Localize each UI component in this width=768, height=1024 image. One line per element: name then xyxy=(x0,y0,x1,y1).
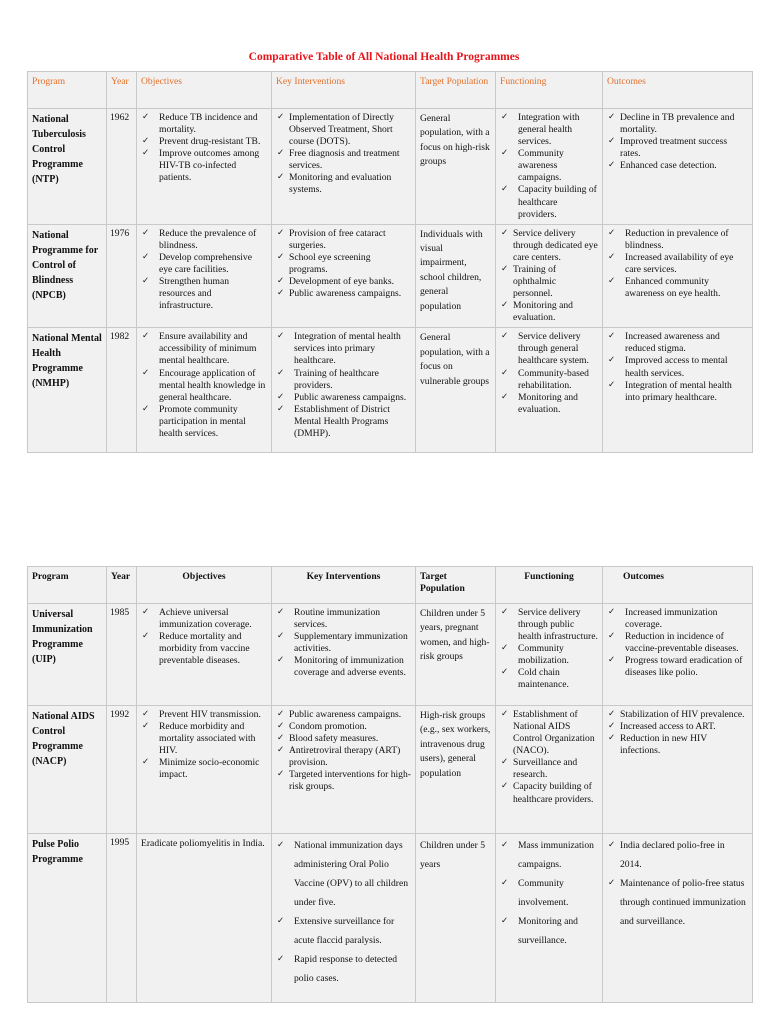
list-item: ✓ Strengthen human resources and infrastructure. xyxy=(141,276,267,312)
list-item: ✓ Establishment of National AIDS Control Organization (NACO). xyxy=(500,709,598,757)
target-population: General population, with a focus on high-risk groups xyxy=(416,109,496,225)
list-item: ✓ Community awareness campaigns. xyxy=(500,148,598,184)
table-row xyxy=(28,706,753,834)
table-header-row xyxy=(28,72,753,109)
program-name: National Mental Health Programme (NMHP) xyxy=(28,328,107,453)
list-item: ✓ Monitoring and evaluation systems. xyxy=(276,172,411,196)
header-program: Program xyxy=(28,567,107,604)
program-year: 1976 xyxy=(107,224,137,328)
target-population: General population, with a focus on vulnerable groups xyxy=(416,328,496,453)
header-target: Target Population xyxy=(416,567,496,604)
interventions-cell xyxy=(272,109,416,225)
list-item: ✓ Increased availability of eye care services. xyxy=(607,252,748,276)
objectives-cell xyxy=(137,328,272,453)
list-item: ✓ Increased immunization coverage. xyxy=(607,607,748,631)
list-item: ✓ Ensure availability and accessibility of minimum mental healthcare. xyxy=(141,331,267,367)
objectives-cell xyxy=(137,224,272,328)
objectives-cell xyxy=(137,604,272,706)
program-name: Universal Immunization Programme (UIP) xyxy=(28,604,107,706)
list-item: ✓ Free diagnosis and treatment services. xyxy=(276,148,411,172)
objectives-cell: Eradicate poliomyelitis in India. xyxy=(137,834,272,1003)
list-item: ✓ Training of ophthalmic personnel. xyxy=(500,264,598,300)
list-item: ✓ Public awareness campaigns. xyxy=(276,709,411,721)
list-item: ✓ Monitoring and surveillance. xyxy=(500,913,598,951)
header-objectives: Objectives xyxy=(137,567,272,604)
list-item: ✓ Monitoring and evaluation. xyxy=(500,300,598,324)
list-item: ✓ Monitoring and evaluation. xyxy=(500,392,598,416)
list-item: ✓ Achieve universal immunization coverage. xyxy=(141,607,267,631)
functioning-cell xyxy=(496,328,603,453)
header-program: Program xyxy=(28,72,107,109)
list-item: ✓ Surveillance and research. xyxy=(500,757,598,781)
target-population: Children under 5 years xyxy=(416,834,496,1003)
list-item: ✓ Increased access to ART. xyxy=(607,721,748,733)
list-item: ✓ Reduction in prevalence of blindness. xyxy=(607,228,748,252)
program-name: Pulse Polio Programme xyxy=(28,834,107,1003)
list-item: ✓ Improve outcomes among HIV-TB co-infected patients. xyxy=(141,148,267,184)
table-row xyxy=(28,834,753,1003)
page-title: Comparative Table of All National Health Programmes xyxy=(248,51,520,63)
list-item: ✓ Public awareness campaigns. xyxy=(276,392,411,404)
list-item: ✓ Blood safety measures. xyxy=(276,733,411,745)
list-item: ✓ Reduce TB incidence and mortality. xyxy=(141,112,267,136)
programmes-table-1 xyxy=(27,71,753,453)
list-item: ✓ Establishment of District Mental Health Programs (DMHP). xyxy=(276,404,411,440)
list-item: ✓ Extensive surveillance for acute flaccid paralysis. xyxy=(276,913,411,951)
outcomes-cell xyxy=(603,834,753,1003)
list-item: ✓ Prevent drug-resistant TB. xyxy=(141,136,267,148)
list-item: ✓ Monitoring of immunization coverage and adverse events. xyxy=(276,655,411,679)
header-year: Year xyxy=(107,567,137,604)
list-item: ✓ Develop comprehensive eye care facilities. xyxy=(141,252,267,276)
list-item: ✓ Development of eye banks. xyxy=(276,276,411,288)
list-item: ✓ Condom promotion. xyxy=(276,721,411,733)
program-year: 1982 xyxy=(107,328,137,453)
list-item: ✓ Supplementary immunization activities. xyxy=(276,631,411,655)
list-item: ✓ Service delivery through dedicated eye care centers. xyxy=(500,228,598,264)
list-item: ✓ Provision of free cataract surgeries. xyxy=(276,228,411,252)
outcomes-cell xyxy=(603,604,753,706)
list-item: ✓ Enhanced case detection. xyxy=(607,160,748,172)
list-item: ✓ National immunization days administering Oral Polio Vaccine (OPV) to all children under five. xyxy=(276,837,411,913)
list-item: ✓ Reduce morbidity and mortality associated with HIV. xyxy=(141,721,267,757)
table-row xyxy=(28,604,753,706)
list-item: ✓ Antiretroviral therapy (ART) provision. xyxy=(276,745,411,769)
header-outcomes: Outcomes xyxy=(603,72,753,109)
list-item: ✓ Service delivery through public health infrastructure. xyxy=(500,607,598,643)
list-item: ✓ Community-based rehabilitation. xyxy=(500,368,598,392)
list-item: ✓ Training of healthcare providers. xyxy=(276,368,411,392)
outcomes-cell xyxy=(603,109,753,225)
header-functioning: Functioning xyxy=(496,567,603,604)
list-item: ✓ Capacity building of healthcare providers. xyxy=(500,781,598,805)
outcomes-cell xyxy=(603,328,753,453)
list-item: ✓ Enhanced community awareness on eye health. xyxy=(607,276,748,300)
interventions-cell xyxy=(272,224,416,328)
program-year: 1962 xyxy=(107,109,137,225)
table-row xyxy=(28,109,753,225)
header-interventions: Key Interventions xyxy=(272,72,416,109)
list-item: ✓ Mass immunization campaigns. xyxy=(500,837,598,875)
program-name: National Programme for Control of Blindness (NPCB) xyxy=(28,224,107,328)
list-item: ✓ Decline in TB prevalence and mortality. xyxy=(607,112,748,136)
list-item: ✓ Implementation of Directly Observed Treatment, Short course (DOTS). xyxy=(276,112,411,148)
target-population: Children under 5 years, pregnant women, and high-risk groups xyxy=(416,604,496,706)
interventions-cell xyxy=(272,604,416,706)
functioning-cell xyxy=(496,224,603,328)
header-outcomes-label: Outcomes xyxy=(623,571,665,582)
list-item: ✓ Reduce mortality and morbidity from vaccine preventable diseases. xyxy=(141,631,267,667)
list-item: ✓ Community mobilization. xyxy=(500,643,598,667)
programmes-table-2 xyxy=(27,566,753,1003)
program-year: 1992 xyxy=(107,706,137,834)
header-year: Year xyxy=(107,72,137,109)
functioning-cell xyxy=(496,834,603,1003)
list-item: ✓ Integration of mental health services into primary healthcare. xyxy=(276,331,411,367)
list-item: ✓ Integration with general health services. xyxy=(500,112,598,148)
target-population: High-risk groups (e.g., sex workers, intravenous drug users), general population xyxy=(416,706,496,834)
list-item: ✓ Improved treatment success rates. xyxy=(607,136,748,160)
program-year: 1985 xyxy=(107,604,137,706)
table-header-row xyxy=(28,567,753,604)
list-item: ✓ Reduce the prevalence of blindness. xyxy=(141,228,267,252)
header-interventions: Key Interventions xyxy=(272,567,416,604)
functioning-cell xyxy=(496,604,603,706)
functioning-cell xyxy=(496,109,603,225)
outcomes-cell xyxy=(603,706,753,834)
functioning-cell xyxy=(496,706,603,834)
interventions-cell xyxy=(272,328,416,453)
list-item: ✓ India declared polio-free in 2014. xyxy=(607,837,748,875)
list-item: ✓ Maintenance of polio-free status through continued immunization and surveillance. xyxy=(607,875,748,932)
list-item: ✓ Stabilization of HIV prevalence. xyxy=(607,709,748,721)
list-item: ✓ Reduction in new HIV infections. xyxy=(607,733,748,757)
list-item: ✓ Promote community participation in mental health services. xyxy=(141,404,267,440)
header-outcomes xyxy=(603,567,753,604)
program-name: National Tuberculosis Control Programme (NTP) xyxy=(28,109,107,225)
list-item: ✓ Community involvement. xyxy=(500,875,598,913)
list-item: ✓ Service delivery through general healthcare system. xyxy=(500,331,598,367)
program-name: National AIDS Control Programme (NACP) xyxy=(28,706,107,834)
list-item: ✓ Targeted interventions for high-risk groups. xyxy=(276,769,411,793)
table-row xyxy=(28,328,753,453)
list-item: ✓ Prevent HIV transmission. xyxy=(141,709,267,721)
program-year: 1995 xyxy=(107,834,137,1003)
header-functioning: Functioning xyxy=(496,72,603,109)
list-item: ✓ Public awareness campaigns. xyxy=(276,288,411,300)
list-item: ✓ Rapid response to detected polio cases. xyxy=(276,951,411,989)
target-population: Individuals with visual impairment, school children, general population xyxy=(416,224,496,328)
header-objectives: Objectives xyxy=(137,72,272,109)
list-item: ✓ Minimize socio-economic impact. xyxy=(141,757,267,781)
list-item: ✓ Routine immunization services. xyxy=(276,607,411,631)
interventions-cell xyxy=(272,706,416,834)
list-item: ✓ School eye screening programs. xyxy=(276,252,411,276)
list-item: ✓ Increased awareness and reduced stigma. xyxy=(607,331,748,355)
list-item: ✓ Integration of mental health into primary healthcare. xyxy=(607,380,748,404)
objectives-cell xyxy=(137,706,272,834)
list-item: ✓ Cold chain maintenance. xyxy=(500,667,598,691)
list-item: ✓ Reduction in incidence of vaccine-preventable diseases. xyxy=(607,631,748,655)
objectives-cell xyxy=(137,109,272,225)
interventions-cell xyxy=(272,834,416,1003)
list-item: ✓ Encourage application of mental health knowledge in general healthcare. xyxy=(141,368,267,404)
table-row xyxy=(28,224,753,328)
list-item: ✓ Improved access to mental health services. xyxy=(607,355,748,379)
outcomes-cell xyxy=(603,224,753,328)
header-target: Target Population xyxy=(416,72,496,109)
list-item: ✓ Capacity building of healthcare providers. xyxy=(500,184,598,220)
list-item: ✓ Progress toward eradication of diseases like polio. xyxy=(607,655,748,679)
